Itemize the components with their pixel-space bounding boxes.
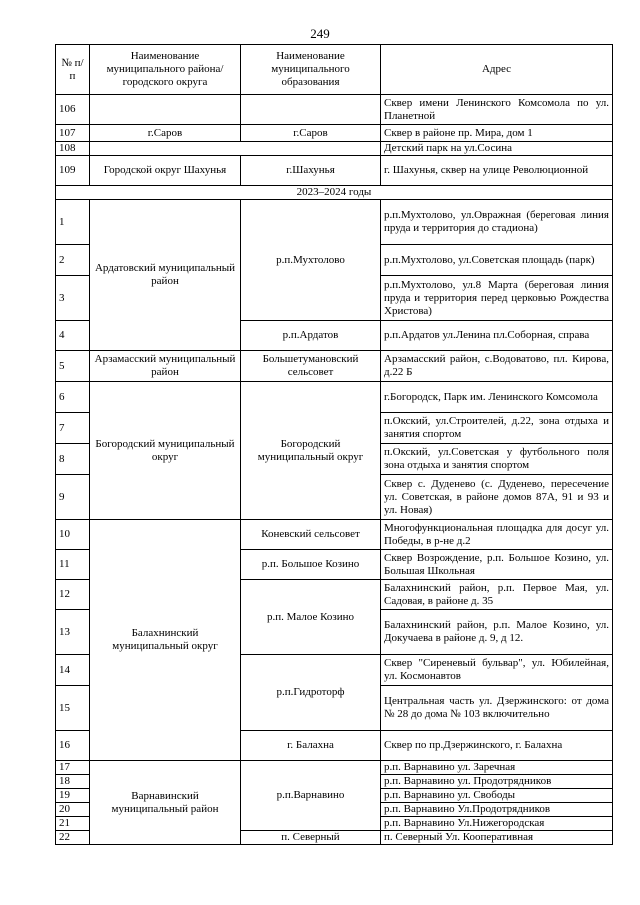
territory-table (55, 44, 613, 845)
table-row (56, 200, 613, 245)
table-row (56, 95, 613, 125)
row-district: Варнавинский муниципальный район (90, 761, 241, 845)
row-municipality: Большетумановский сельсовет (241, 351, 381, 382)
row-district: Ардатовский муниципальный район (90, 200, 241, 351)
row-municipality: р.п.Ардатов (241, 321, 381, 351)
row-district (90, 95, 241, 125)
row-municipality: г. Балахна (241, 731, 381, 761)
row-municipality: р.п.Варнавино (241, 761, 381, 831)
row-num: 3 (56, 276, 90, 321)
row-address: Балахнинский район, р.п. Первое Мая, ул. Садовая, в районе д. 35 (381, 580, 613, 610)
row-municipality: р.п. Большое Козино (241, 550, 381, 580)
row-num: 2 (56, 245, 90, 276)
table-row (56, 125, 613, 142)
period-heading: 2023–2024 годы (56, 186, 613, 200)
row-num: 6 (56, 382, 90, 413)
row-num: 22 (56, 831, 90, 845)
row-num: 10 (56, 520, 90, 550)
row-address: р.п.Мухтолово, ул.Овражная (береговая линия пруда и территория до стадиона) (381, 200, 613, 245)
table-row (56, 382, 613, 413)
row-municipality: р.п.Гидроторф (241, 655, 381, 731)
row-address: р.п. Варнавино ул. Продотрядников (381, 775, 613, 789)
row-address: Сквер по пр.Дзержинского, г. Балахна (381, 731, 613, 761)
header-district: Наименование муниципального района/ городского округа (90, 45, 241, 95)
row-address: Арзамасский район, с.Водоватово, пл. Кирова, д.22 Б (381, 351, 613, 382)
row-address: р.п. Варнавино Ул.Продотрядников (381, 803, 613, 817)
table-header-row (56, 45, 613, 95)
table-row (56, 761, 613, 775)
row-address: п. Северный Ул. Кооперативная (381, 831, 613, 845)
row-municipality (241, 95, 381, 125)
row-district: Арзамасский муниципальный район (90, 351, 241, 382)
row-address: р.п.Мухтолово, ул.8 Марта (береговая линия пруда и территория перед церковью Рождества Христова) (381, 276, 613, 321)
header-num: № п/п (56, 45, 90, 95)
row-district: Балахнинский муниципальный округ (90, 520, 241, 761)
row-address: р.п.Мухтолово, ул.Советская площадь (парк) (381, 245, 613, 276)
row-municipality: р.п.Мухтолово (241, 200, 381, 321)
row-num: 107 (56, 125, 90, 142)
row-num: 18 (56, 775, 90, 789)
row-num: 9 (56, 475, 90, 520)
table-row (56, 142, 613, 156)
row-num: 8 (56, 444, 90, 475)
row-address: г.Богородск, Парк им. Ленинского Комсомола (381, 382, 613, 413)
row-address: Сквер имени Ленинского Комсомола по ул. Планетной (381, 95, 613, 125)
row-address: Балахнинский район, р.п. Малое Козино, ул. Докучаева в районе д. 9, д 12. (381, 610, 613, 655)
row-address: п.Окский, ул.Строителей, д.22, зона отдыха и занятия спортом (381, 413, 613, 444)
page-number: 249 (310, 26, 330, 41)
row-num: 108 (56, 142, 90, 156)
row-num: 7 (56, 413, 90, 444)
row-address: р.п. Варнавино ул. Свободы (381, 789, 613, 803)
row-num: 5 (56, 351, 90, 382)
row-num: 1 (56, 200, 90, 245)
row-address: Сквер с. Дуденево (с. Дуденево, пересечение ул. Советская, в районе домов 87А, 91 и 93 и ул. Новая) (381, 475, 613, 520)
row-municipality: Коневский сельсовет (241, 520, 381, 550)
row-num: 15 (56, 686, 90, 731)
row-num: 19 (56, 789, 90, 803)
row-num: 106 (56, 95, 90, 125)
period-row (56, 186, 613, 200)
row-empty-span (90, 142, 381, 156)
row-num: 12 (56, 580, 90, 610)
row-municipality: г.Саров (241, 125, 381, 142)
header-address: Адрес (381, 45, 613, 95)
row-num: 14 (56, 655, 90, 686)
row-address: Детский парк на ул.Сосина (381, 142, 613, 156)
row-num: 109 (56, 156, 90, 186)
row-num: 11 (56, 550, 90, 580)
row-num: 16 (56, 731, 90, 761)
table-row (56, 520, 613, 550)
row-address: р.п. Варнавино ул. Заречная (381, 761, 613, 775)
row-address: Центральная часть ул. Дзержинского: от дома № 28 до дома № 103 включительно (381, 686, 613, 731)
row-num: 13 (56, 610, 90, 655)
header-municipality: Наименование муниципального образования (241, 45, 381, 95)
row-address: Сквер "Сиреневый бульвар", ул. Юбилейная, ул. Космонавтов (381, 655, 613, 686)
row-num: 21 (56, 817, 90, 831)
row-address: г. Шахунья, сквер на улице Революционной (381, 156, 613, 186)
row-municipality: г.Шахунья (241, 156, 381, 186)
row-municipality: Богородский муниципальный округ (241, 382, 381, 520)
table-row (56, 351, 613, 382)
row-municipality: р.п. Малое Козино (241, 580, 381, 655)
row-address: Сквер в районе пр. Мира, дом 1 (381, 125, 613, 142)
row-num: 17 (56, 761, 90, 775)
row-district: Городской округ Шахунья (90, 156, 241, 186)
row-address: Сквер Возрождение, р.п. Большое Козино, ул. Большая Школьная (381, 550, 613, 580)
row-district: г.Саров (90, 125, 241, 142)
row-municipality: п. Северный (241, 831, 381, 845)
row-address: р.п.Ардатов ул.Ленина пл.Соборная, справа (381, 321, 613, 351)
row-num: 4 (56, 321, 90, 351)
table-row (56, 156, 613, 186)
row-address: р.п. Варнавино Ул.Нижегородская (381, 817, 613, 831)
row-num: 20 (56, 803, 90, 817)
row-address: п.Окский, ул.Советская у футбольного поля зона отдыха и занятия спортом (381, 444, 613, 475)
row-address: Многофункциональная площадка для досуг ул. Победы, в р-не д.2 (381, 520, 613, 550)
row-district: Богородский муниципальный округ (90, 382, 241, 520)
